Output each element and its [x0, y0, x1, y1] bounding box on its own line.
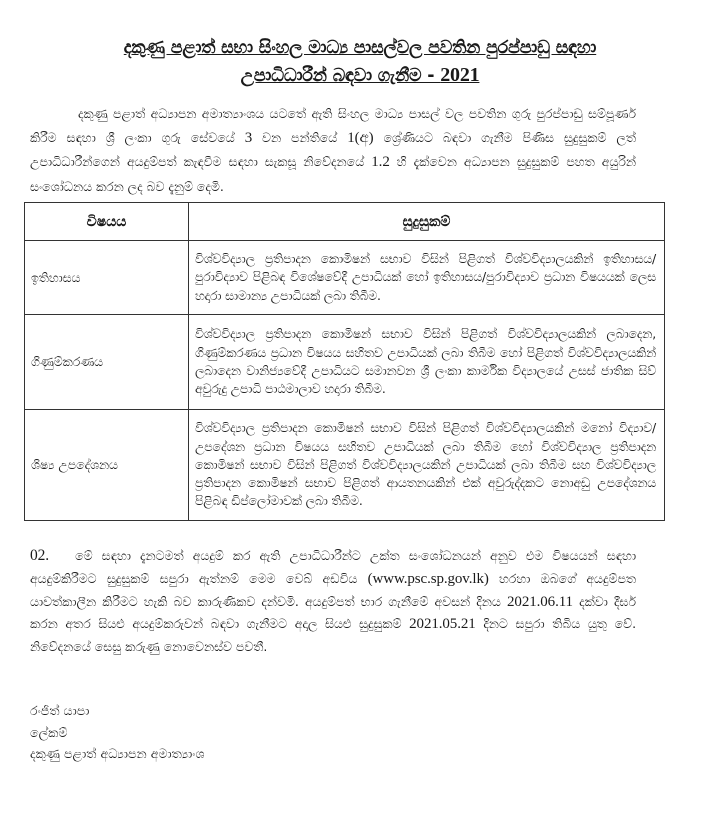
paragraph-1-text: දකුණු පළාත් අධ්‍යාපන අමාත්‍යාංශය යටතේ ඇති සිංහල මාධ්‍ය පාසල් වල පවතින ගුරු පුරප්පාඩු සම්පූර්ණ කිරීම සඳහා ශ්‍රී ලංකා ගුරු සේවයේ [30, 106, 636, 145]
signatory-name: රංජිත් යාපා [30, 703, 90, 718]
title-text: උපාධිධාරීන් බඳවා ගැනීම - [240, 66, 441, 86]
signature-block [30, 700, 205, 765]
signatory-designation: ලේකම් [30, 724, 68, 740]
qualification-cell: විශ්වවිද්‍යාල ප්‍රතිපාදන කොමිෂන් සභාව විසින් පිළිගත් විශ්වවිද්‍යාලයකින් ලබාදෙන, ගිණුම්කරණය ප්‍රධාන විෂයය සහිතව උපාධියක් ලබා තිබීම හෝ පිළිගත් විශ්වවිද්‍යාලයකින් ලබාදෙන වානිජ්‍යවේදී උපාධියට සමානවන ශ්‍රී ලංකා කාර්මික විද්‍යාලයේ උසස් ජාතික සිව් අවුරුදු උපාධි පාඨමාලාව හදාරා තිබීම. [189, 315, 665, 410]
title-year: 2021 [440, 64, 480, 86]
subject-cell: ගිණුම්කරණය [25, 315, 189, 410]
table-row [25, 410, 665, 521]
qualification-cell: විශ්වවිද්‍යාල ප්‍රතිපාදන කොමිෂන් සභාව විසින් පිළිගත් විශ්වවිද්‍යාලයකින් ඉතිහාසය/පුරාවිද්‍යාව පිළිබඳ විශේෂවේදී උපාධියක් හෝ ඉතිහාසය/පුරාවිද්‍යාව ප්‍රධාන විෂයයක් ලෙස හදාරා සාමාන්‍ය උපාධියක් ලබා තිබීම. [189, 241, 665, 315]
paragraph-2-text: දිනට සපුරා තිබිය යුතු වේ. නිවේදනයේ සෙසු කරුණු නොවෙනස්ව පවතී. [30, 616, 637, 655]
header-qualifications: සුදුසුකම් [189, 203, 665, 241]
notice-title-line-1: දකුණු පළාත් සභා සිංහල මාධ්‍ය පාසල්වල පවතින පුරප්පාඩු සඳහා [123, 38, 597, 58]
table-row [25, 241, 665, 315]
qualification-date: 2021.05.21 [409, 616, 476, 633]
subject-cell: ශිෂ්‍ය උපදේශනය [25, 410, 189, 521]
grade-number: 3 [244, 129, 253, 146]
table-row [25, 315, 665, 410]
paragraph-2-text: මේ සඳහා දැනටමත් අයදුම් කර ඇති උපාධිධාරීන්ට උක්ත සංශෝධනයන් අනුව එම විෂයයන් සඳහා අයදුම්කිරීමට සුදුසුකම් සපුරා ඇත්නම් මෙම වෙබ් අඩවිය [30, 548, 636, 586]
qualification-cell: විශ්වවිද්‍යාල ප්‍රතිපාදන කොමිෂන් සභාව විසින් පිළිගත් විශ්වවිද්‍යාලයකින් මනෝ විද්‍යාව/උපදේශන ප්‍රධාන විෂයය සහිතව උපාධියක් ලබා තිබීම හෝ විශ්වවිද්‍යාල ප්‍රතිපාදන කොමිෂන් සභාව විසින් පිළිගත් විශ්වවිද්‍යාලයකින් උපාධියක් ලබා තිබීම සහ විශ්වවිද්‍යාල ප්‍රතිපාදන කොමිෂන් සභාව පිළිගත් ආයතනයකින් එක් අවුරුද්දකට නොඅඩු උපදේශනය පිළිබඳ ඩිප්ලෝමාවක් ලබා තිබීම. [189, 410, 665, 521]
closing-date: 2021.06.11 [507, 593, 573, 610]
paragraph-1-text: ශ්‍රේණියට බඳවා ගැනීම පිණිස සුදුසුකම් ලත් උපාධිධාරීන්ගෙන් අයදුම්පත් කැඳවීම සඳහා සැකසූ නිවේදනයේ [30, 129, 636, 169]
paragraph-1-text: වන පන්තියේ [252, 129, 348, 145]
signatory-office: දකුණු පළාත් අධ්‍යාපන අමාත්‍යාංශ [30, 746, 205, 761]
notice-title-line-2 [40, 64, 680, 87]
website-link[interactable]: (www.psc.sp.gov.lk) [367, 570, 489, 587]
paragraph-2-text: හරහා ඔබගේ අයදුම්පත යාවත්කාලීන කිරීමට හැකි බව කාරුණිකව දන්වමි. අයදුම්පත් භාර ගැනීමේ අවසන් දිනය [30, 570, 636, 609]
paragraph-1 [30, 102, 636, 198]
qualifications-table [24, 202, 665, 521]
section-reference: 1.2 [371, 154, 390, 170]
paragraph-2 [30, 545, 636, 659]
header-subject: විෂයය [25, 203, 189, 241]
grade-class: 1(අ) [347, 129, 374, 146]
subject-cell: ඉතිහාසය [25, 241, 189, 315]
paragraph-1-text: හි දැක්වෙන අධ්‍යාපන සුදුසුකම් පහත අයුරින් සංශෝධනය කරන ලද බව දැනුම් දෙමි. [30, 154, 636, 194]
paragraph-2-text: දක්වා දීර්ඝ කරන අතර සියළු අයදුම්කරුවන් බඳවා ගැනීමට අදාල සියළු සුදුසුකම් [30, 593, 636, 632]
table-header-row [25, 203, 665, 241]
paragraph-number: 02. [30, 547, 50, 564]
